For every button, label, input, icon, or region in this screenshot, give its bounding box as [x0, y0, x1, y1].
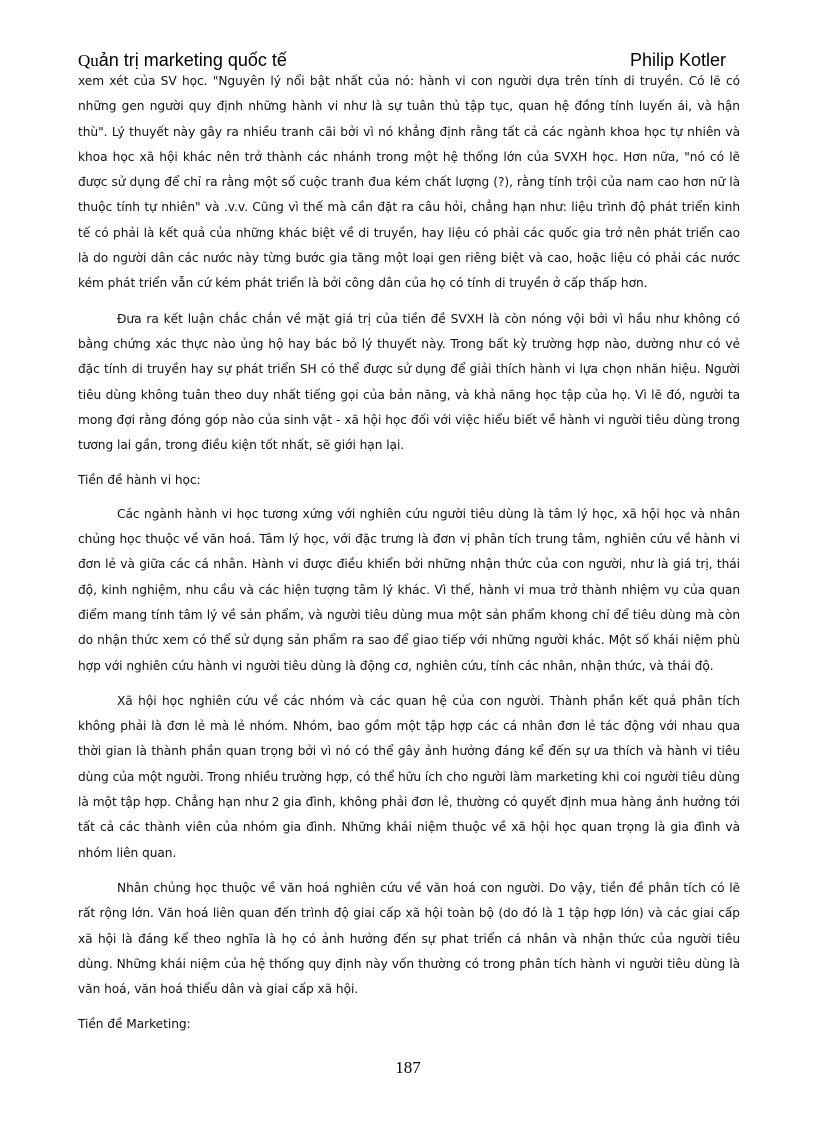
- paragraph-3: Các ngành hành vi học tương xứng với nghiên cứu người tiêu dùng là tâm lý học, xã hội học và nhân chủng học thuộc về văn hoá. Tâm lý học, với đặc trưng là đơn vị phân tích trung tâm, nghiên cứu về hành vi đơn lẻ và giữa các cá nhân. Hành vi được điều khiển bởi những nhận thức của con người, như là giá trị, thái độ, kinh nghiệm, nhu cầu và các hiện tượng tâm lý khác. Vì thế, hành vi mua trở thành nhiệm vụ của quan điểm mang tính tâm lý về sản phẩm, và người tiêu dùng mua một sản phẩm khong chỉ để tiêu dùng mà còn do nhận thức xem có thể sử dụng sản phẩm ra sao để giao tiếp với những người khác. Một số khái niệm phù hợp với nghiên cứu hành vi người tiêu dùng là động cơ, nghiên cứu, tính các nhân, nhận thức, và thái độ.: [78, 506, 740, 673]
- book-title: [78, 50, 287, 71]
- page-header: [78, 50, 726, 71]
- book-title-rest: ản trị marketing quốc tế: [98, 50, 287, 70]
- paragraph-5: Nhân chủng học thuộc về văn hoá nghiên cứu về văn hoá con người. Do vậy, tiền đề phân tích có lẽ rất rộng lớn. Văn hoá liên quan đến trình độ giai cấp xã hội toàn bộ (do đó là 1 tập hợp lớn) và các giai cấp xã hội là đáng kể theo nghĩa là họ có ảnh hưởng đến sự phat triển cá nhân và nhận thức của người tiêu dùng. Những khái niệm của hệ thống quy định này vốn thường có trong phân tích hành vi người tiêu dùng là văn hoá, văn hoá thiểu dân và giai cấp xã hội.: [78, 880, 740, 997]
- page-body: [78, 69, 740, 1046]
- book-title-prefix: Qu: [78, 51, 99, 70]
- paragraph-4: Xã hội học nghiên cứu về các nhóm và các quan hệ của con người. Thành phần kết quả phân tích không phải là đơn lẻ mà lẻ nhóm. Nhóm, bao gồm một tập hợp các cá nhân đơn lẻ tác động với nhau qua thời gian là thành phần quan trọng bởi vì nó có thể gây ảnh hưởng đáng kể đến sự ưa thích và hành vi tiêu dùng của một người. Trong nhiều trường hợp, có thể hữu ích cho người làm marketing khi coi người tiêu dùng là một tập hợp. Chẳng hạn như 2 gia đình, không phải đơn lẻ, thường có quyết định mua hàng ảnh hưởng tới tất cả các thành viên của nhóm gia đình. Những khái niệm thuộc về xã hội học quan trọng là gia đình và nhóm liên quan.: [78, 693, 740, 860]
- paragraph-1: xem xét của SV học. "Nguyên lý nổi bật nhất của nó: hành vi con người dựa trên tính di truyền. Có lẽ có những gen người quy định những hành vi như là sự tuân thủ tập tục, quan hệ đồng tính luyến ái, và hận thù". Lý thuyết này gây ra nhiều tranh cãi bởi vì nó khẳng định rằng tất cả các ngành khoa học tự nhiên và khoa học xã hội khác nên trở thành các nhánh trong một hệ thống lớn của SVXH học. Hơn nữa, "nó có lẽ được sử dụng để chỉ ra rằng một số cuộc tranh đua kém chất lượng (?), rằng tính trội của nam cao hơn nữ là thuộc tính tự nhiên" và .v.v. Cũng vì thế mà cần đặt ra câu hỏi, chẳng hạn như: liệu trình độ phát triển kinh tế có phải là kết quả của những khác biệt về di truyền, hay liệu có phải các quốc gia trở nên phát triển cao là do người dân các nước này từng bước gia tăng một loại gen riêng biệt và cao, hoặc liệu có phải các nước kém phát triển vẫn cứ kém phát triển là bởi công dân của họ có tính di truyền ở cấp thấp hơn.: [78, 74, 740, 291]
- paragraph-2: Đưa ra kết luận chắc chắn về mặt giá trị của tiền đề SVXH là còn nóng vội bởi vì hầu như không có bằng chứng xác thực nào ủng hộ hay bác bỏ lý thuyết này. Trong bất kỳ trường hợp nào, dường như có vẻ đặc tính di truyền hay sự phát triển SH có thể được sử dụng để giải thích hành vi lựa chọn nhãn hiệu. Người tiêu dùng không tuân theo duy nhất tiếng gọi của bản năng, và khả năng học tập của họ. Vì lẽ đó, người ta mong đợi rằng đóng góp nào của sinh vật - xã hội học đối với việc hiểu biết về hành vi người tiêu dùng trong tương lai gần, trong điều kiện tốt nhất, sẽ giới hạn lại.: [78, 311, 740, 453]
- section-heading-behavioral: Tiền đề hành vi học:: [78, 473, 201, 488]
- section-heading-marketing: Tiền đề Marketing:: [78, 1017, 191, 1032]
- page-number: 187: [395, 1058, 421, 1077]
- author-name: Philip Kotler: [629, 50, 726, 70]
